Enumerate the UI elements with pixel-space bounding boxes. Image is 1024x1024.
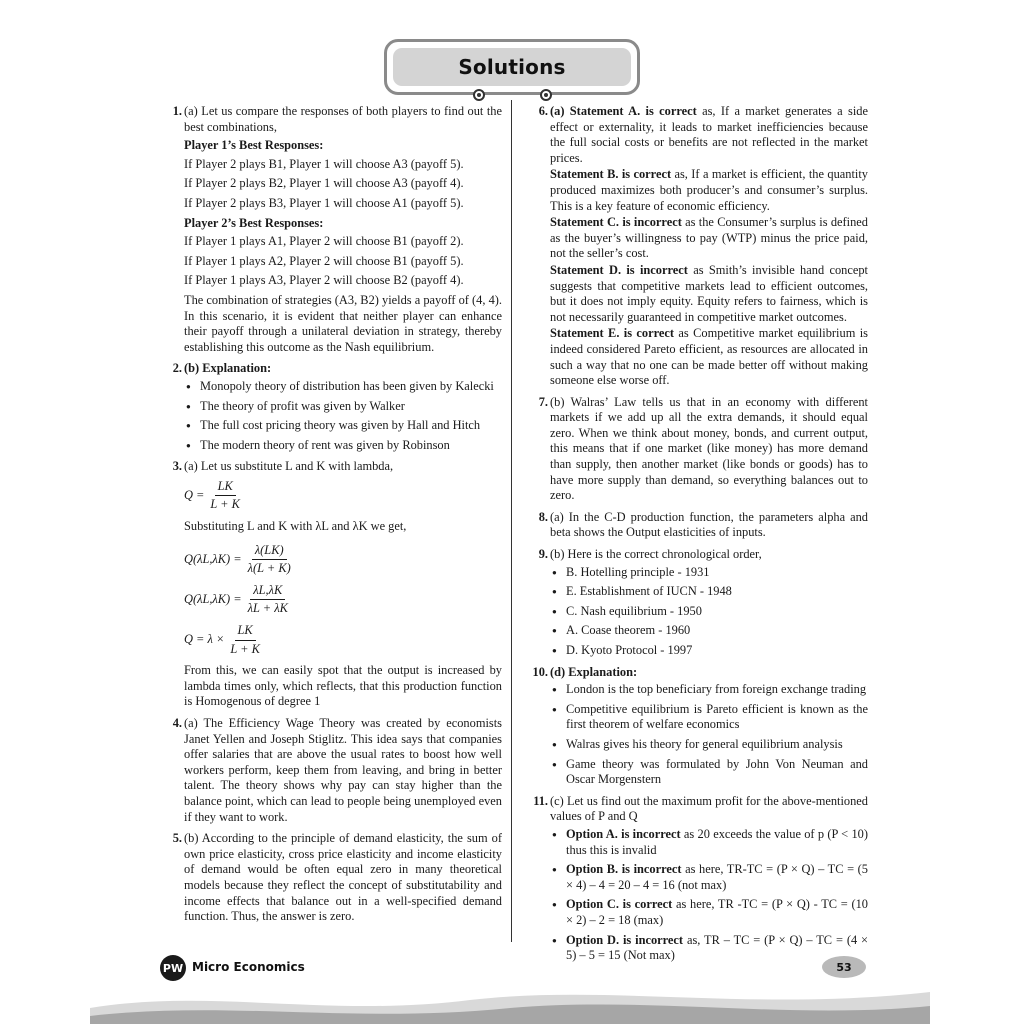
q11-option-list [550, 827, 868, 964]
denominator: λL + λK [247, 601, 288, 616]
right-pin-icon [540, 89, 552, 101]
q7-text: (b) Walras’ Law tells us that in an economy with different markets if we add up all the extra demands, it should equal zero. When we think about money, bonds, and current output, this means that if one market (like money) has more demand than supply, then another market (like bonds or goods) has to have more supply than demand, so everything balances out to zero. [550, 394, 868, 503]
q3-intro: (a) Let us substitute L and K with lambda, [184, 459, 394, 474]
column-divider [511, 100, 512, 942]
statement-text: as Competitive market equilibrium is indeed considered Pareto efficient, as resources are allocated in such a way that no one can be made better off without making someone else worse off. [550, 326, 868, 388]
q1-player2-heading: Player 2’s Best Responses: [184, 215, 324, 230]
q6-statement-b [550, 167, 868, 214]
q1-p1-line: If Player 2 plays B2, Player 1 will choose A3 (payoff 4). [184, 176, 464, 191]
option-label: Option B. is incorrect [566, 862, 682, 877]
statement-label: (a) Statement A. is correct [550, 104, 697, 118]
q1-player1-heading: Player 1’s Best Responses: [184, 138, 324, 153]
list-item: ● The modern theory of rent was given by Robinson [184, 438, 502, 454]
formula-2 [184, 543, 502, 577]
statement-text: as the Consumer’s surplus is defined as the buyer’s willingness to pay (WTP) minus the price paid, not the seller’s cost. [550, 215, 869, 261]
question-number: 11. [533, 793, 548, 808]
question-2 [162, 361, 502, 453]
numerator: λL,λK [250, 583, 285, 601]
option-text: as here, TR -TC = (P × Q) - TC = (10 × 2) – 2 = 18 (max) [566, 897, 869, 927]
option-text: as 20 exceeds the value of p (P < 10) thus this is invalid [566, 826, 868, 857]
question-1 [162, 104, 502, 355]
q4-text: (a) The Efficiency Wage Theory was created by economists Janet Yellen and Joseph Stiglitz. This idea says that companies offer salaries that are above the usual rates to boost how well workers perform, keep them from leaving, and bring in better talent. The theory shows why pay can stay higher than the balance point, which can lead to people being unemployed even if they want to work. [184, 716, 502, 824]
question-number: 5. [172, 831, 182, 846]
list-item: ● Walras gives his theory for general equilibrium analysis [550, 737, 868, 753]
q3-substitution-text: Substituting L and K with λL and λK we get, [184, 519, 407, 534]
q6-statement-c [550, 215, 868, 262]
q11-intro: (c) Let us find out the maximum profit for the above-mentioned values of P and Q [550, 793, 868, 824]
question-7 [528, 395, 868, 504]
list-item: ● London is the top beneficiary from foreign exchange trading [550, 682, 868, 698]
option-label: Option D. is incorrect [566, 932, 684, 947]
page-number-badge: 53 [822, 956, 866, 978]
question-number: 9. [538, 547, 548, 562]
q6-statement-d [550, 263, 868, 325]
q1-p1-line: If Player 2 plays B3, Player 1 will choose A1 (payoff 5). [184, 195, 464, 210]
question-number: 2. [172, 361, 182, 376]
q1-p1-line: If Player 2 plays B1, Player 1 will choose A3 (payoff 5). [184, 156, 464, 171]
question-6 [528, 104, 868, 389]
list-item: ● Monopoly theory of distribution has been given by Kalecki [184, 379, 502, 395]
question-number: 8. [538, 509, 548, 524]
statement-label: Statement D. is incorrect [550, 262, 688, 277]
statement-text: as, If a market is efficient, the quantity produced maximizes both producer’s and consumer’s surplus. This is a key feature of economic efficiency. [550, 167, 868, 213]
option-label: Option A. is incorrect [566, 826, 681, 841]
question-9 [528, 547, 868, 659]
right-column [528, 104, 868, 970]
list-item: ● C. Nash equilibrium - 1950 [550, 604, 868, 620]
question-number: 4. [172, 716, 182, 730]
option-label: Option C. is correct [566, 897, 673, 912]
question-number: 10. [532, 664, 548, 679]
statement-text: as Smith’s invisible hand concept suggests that competitive markets lead to efficient outcomes, but it does not imply equity. Equity refers to fairness, which is not necessarily guaranteed in competitive market outcomes. [550, 262, 868, 324]
question-number: 3. [172, 459, 182, 474]
footer-wave-decoration [90, 978, 930, 1024]
option-text: as, TR – TC = (P × Q) – TC = (4 × 5) – 5 = 15 (Not max) [566, 932, 869, 963]
numerator: LK [215, 479, 236, 497]
list-item: ● E. Establishment of IUCN - 1948 [550, 584, 868, 600]
q10-intro: (d) Explanation: [550, 664, 638, 679]
left-column [162, 104, 502, 931]
question-8 [528, 510, 868, 541]
fraction [227, 623, 263, 657]
q9-bullet-list [550, 565, 868, 659]
fraction [245, 543, 294, 577]
q10-bullet-list [550, 682, 868, 788]
question-number: 6. [538, 104, 548, 118]
q1-conclusion: The combination of strategies (A3, B2) yields a payoff of (4, 4). In this scenario, it is evident that neither player can enhance their payoff through a unilateral deviation in strategy, thereby establishing this outcome as the Nash equilibrium. [184, 292, 502, 354]
formula-3 [184, 583, 502, 617]
list-item: ● D. Kyoto Protocol - 1997 [550, 643, 868, 659]
statement-text: as, If a market generates a side effect or externality, it leads to market inefficiencies because the full social costs or benefits are not reflected in the market prices. [550, 104, 868, 165]
question-3 [162, 459, 502, 710]
section-header [384, 39, 640, 95]
denominator: λ(L + K) [247, 561, 291, 576]
question-11 [528, 794, 868, 964]
q1-p2-line: If Player 1 plays A1, Player 2 will choose B1 (payoff 2). [184, 234, 464, 249]
q9-intro: (b) Here is the correct chronological order, [550, 547, 762, 562]
book-title: Micro Economics [192, 960, 305, 974]
formula-1 [184, 479, 502, 513]
formula-lhs: Q(λL,λK) = [184, 551, 242, 566]
list-item: ● Competitive equilibrium is Pareto efficient is known as the first theorem of welfare economics [550, 702, 868, 733]
statement-label: Statement B. is correct [550, 167, 672, 182]
numerator: λ(LK) [252, 543, 287, 561]
statement-label: Statement E. is correct [550, 326, 675, 341]
q5-text: (b) According to the principle of demand elasticity, the sum of own price elasticity, cross price elasticity and income elasticity of demand would be often equal zero in many theoretical models because they reflect the concept of substitutability and income effects that balance out in a well-specified demand function. Thus, the answer is zero. [184, 831, 502, 924]
list-item: ● The theory of profit was given by Walker [184, 399, 502, 415]
section-header-inner [393, 48, 631, 86]
q6-statement-a [550, 104, 868, 166]
left-pin-icon [473, 89, 485, 101]
q2-bullet-list [184, 379, 502, 453]
question-5 [162, 831, 502, 925]
question-number: 1. [172, 104, 182, 118]
q1-intro: (a) Let us compare the responses of both players to find out the best combinations, [184, 104, 502, 134]
q8-text: (a) In the C-D production function, the parameters alpha and beta shows the Output elasticities of inputs. [550, 509, 868, 540]
formula-lhs: Q = [184, 488, 205, 503]
list-item [550, 897, 868, 928]
list-item [550, 933, 868, 964]
q1-p2-line: If Player 1 plays A3, Player 2 will choose B2 (payoff 4). [184, 273, 464, 288]
list-item: ● Game theory was formulated by John Von Neuman and Oscar Morgenstern [550, 757, 868, 788]
list-item: ● The full cost pricing theory was given by Hall and Hitch [184, 418, 502, 434]
q1-p2-line: If Player 1 plays A2, Player 2 will choose B1 (payoff 5). [184, 253, 464, 268]
statement-label: Statement C. is incorrect [550, 215, 682, 230]
q3-conclusion: From this, we can easily spot that the output is increased by lambda times only, which reflects, that this production function is Homogenous of degree 1 [184, 663, 502, 709]
list-item: ● B. Hotelling principle - 1931 [550, 565, 868, 581]
q6-statement-e [550, 326, 868, 388]
question-4 [162, 716, 502, 825]
list-item: ● A. Coase theorem - 1960 [550, 623, 868, 639]
option-text: as here, TR-TC = (P × Q) – TC = (5 × 4) – 4 = 20 – 4 = 16 (not max) [566, 862, 868, 892]
formula-lhs: Q(λL,λK) = [184, 592, 242, 607]
formula-lhs: Q = λ × [184, 632, 225, 647]
page-title: Solutions [458, 55, 566, 79]
list-item [550, 827, 868, 858]
numerator: LK [235, 623, 256, 641]
publisher-logo-icon: PW [160, 955, 186, 981]
question-number: 7. [538, 394, 548, 409]
list-item [550, 862, 868, 893]
denominator: L + K [210, 497, 240, 512]
fraction [207, 479, 243, 513]
denominator: L + K [230, 641, 260, 656]
fraction [245, 583, 291, 617]
question-10 [528, 665, 868, 788]
q2-intro: (b) Explanation: [184, 361, 272, 376]
formula-4 [184, 623, 502, 657]
